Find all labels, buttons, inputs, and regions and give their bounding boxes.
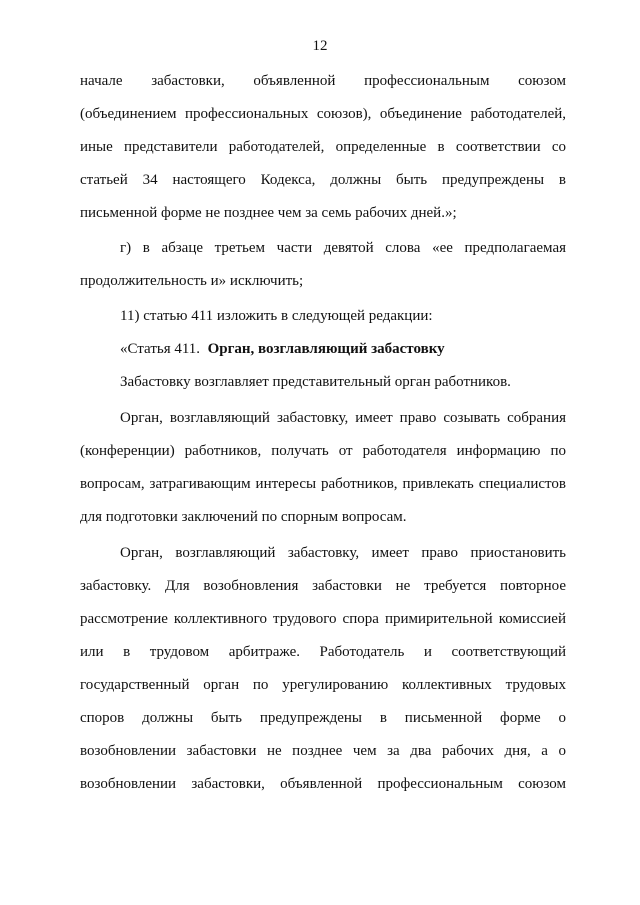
- text-line-3: иные представители работодателей, определенные в соответствии со: [80, 139, 566, 155]
- text-line-5: письменной форме не позднее чем за семь рабочих дней.»;: [80, 205, 457, 221]
- article-paragraph-2-line-3: вопросам, затрагивающим интересы работников, привлекать специалистов: [80, 476, 566, 492]
- article-paragraph-2-line-1: Орган, возглавляющий забастовку, имеет право созывать собрания: [120, 410, 566, 426]
- article-paragraph-3-line-3: рассмотрение коллективного трудового спора примирительной комиссией: [80, 611, 566, 627]
- page-number: 12: [312, 38, 328, 54]
- article-paragraph-3-line-6: споров должны быть предупреждены в письменной форме о: [80, 710, 566, 726]
- article-title: Орган, возглавляющий забастовку: [207, 341, 445, 357]
- article-paragraph-3-line-4: или в трудовом арбитраже. Работодатель и соответствующий: [80, 644, 566, 660]
- article-paragraph-2-line-4: для подготовки заключений по спорным вопросам.: [80, 509, 407, 525]
- paragraph-g-line-1: г) в абзаце третьем части девятой слова «ее предполагаемая: [120, 240, 566, 256]
- document-body: [80, 71, 566, 794]
- article-paragraph-1: Забастовку возглавляет представительный орган работников.: [120, 374, 511, 390]
- text-line-4: статьей 34 настоящего Кодекса, должны быть предупреждены в: [80, 172, 566, 188]
- article-heading: [80, 339, 566, 359]
- article-paragraph-2-line-2: (конференции) работников, получать от работодателя информацию по: [80, 443, 566, 459]
- article-paragraph-3-line-1: Орган, возглавляющий забастовку, имеет право приостановить: [120, 545, 566, 561]
- text-line-1: начале забастовки, объявленной профессиональным союзом: [80, 73, 566, 89]
- paragraph-g-line-2: продолжительность и» исключить;: [80, 273, 304, 289]
- article-paragraph-3-line-7: возобновлении забастовки не позднее чем за два рабочих дня, а о: [80, 743, 566, 759]
- article-paragraph-3-line-2: забастовку. Для возобновления забастовки не требуется повторное: [80, 578, 566, 594]
- item-11-line: 11) статью 411 изложить в следующей редакции:: [120, 308, 433, 324]
- article-paragraph-3-line-5: государственный орган по урегулированию коллективных трудовых: [80, 677, 566, 693]
- article-number: «Статья 411.: [120, 341, 201, 357]
- text-line-2: (объединением профессиональных союзов), объединение работодателей,: [80, 106, 566, 122]
- article-paragraph-3-line-8: возобновлении забастовки, объявленной профессиональным союзом: [80, 776, 566, 792]
